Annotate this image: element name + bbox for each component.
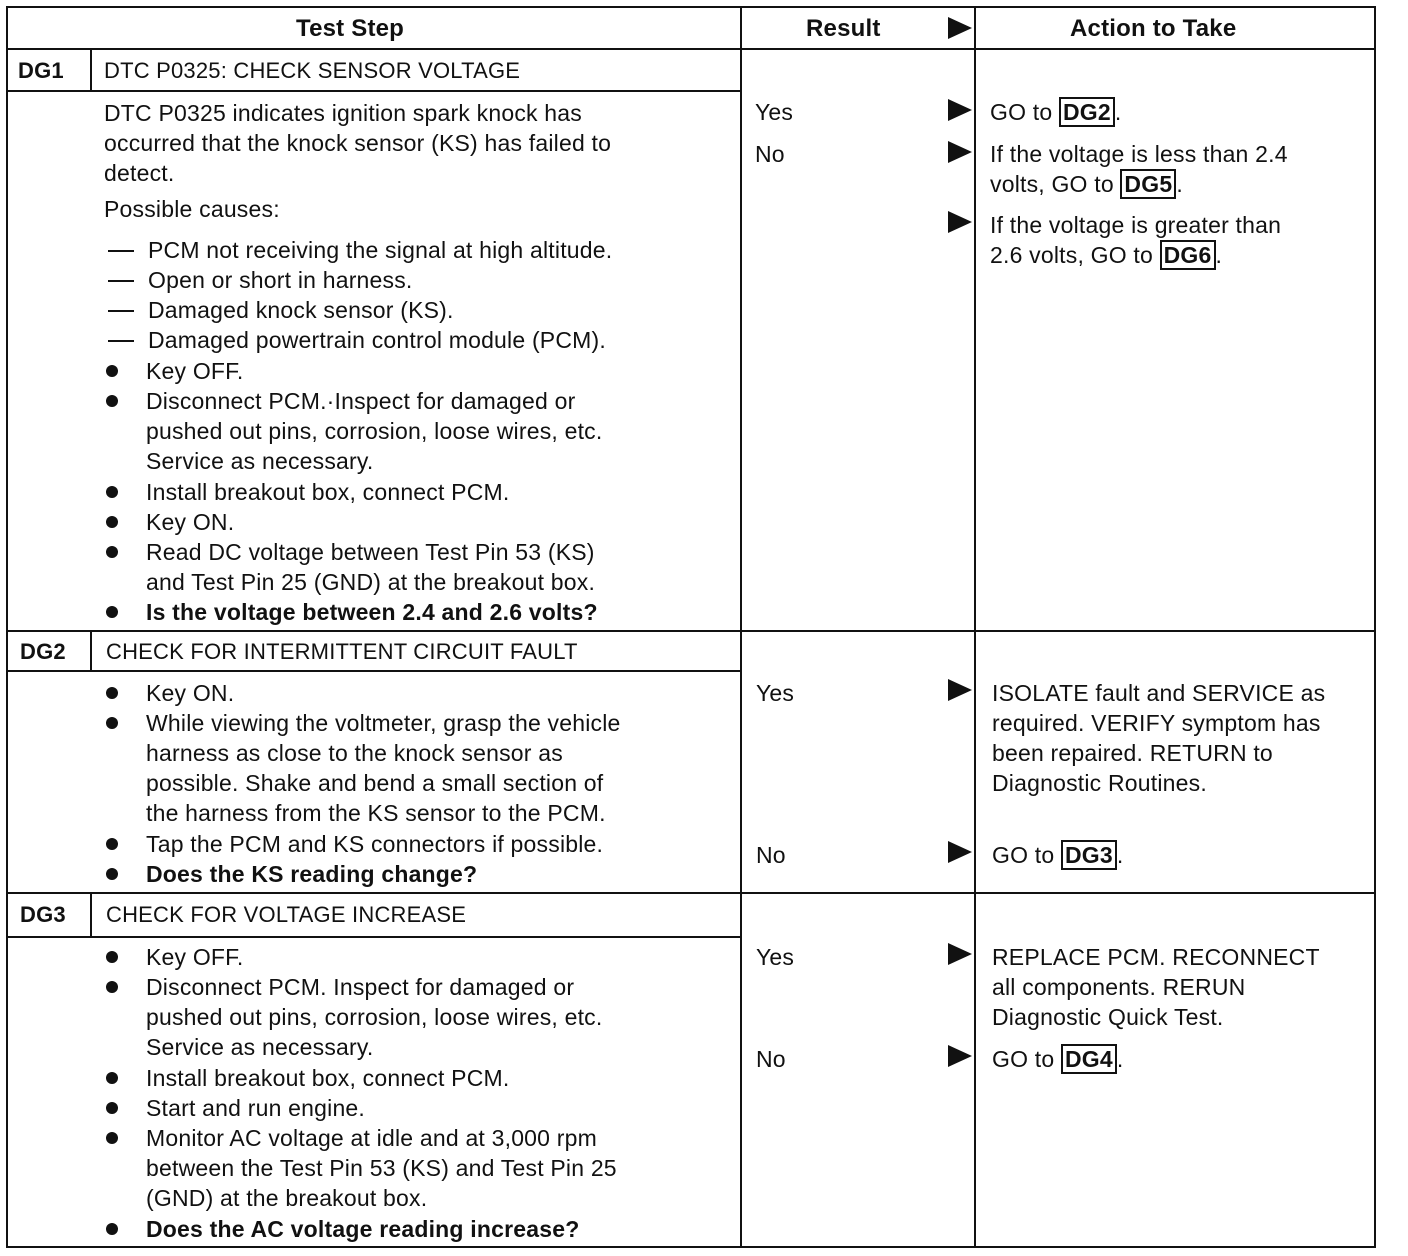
dg1-step-5-line-2: and Test Pin 25 (GND) at the breakout box. <box>146 569 596 595</box>
dg1-intro-line-1: DTC P0325 indicates ignition spark knock has <box>104 100 582 126</box>
dg1-step-2-line-1: Disconnect PCM.·Inspect for damaged or <box>146 388 576 414</box>
dg1-id-divider <box>90 50 92 90</box>
dg6-reference-link[interactable]: DG6 <box>1160 240 1216 270</box>
dg1-intro-line-3: detect. <box>104 160 175 186</box>
dg2-step-2-line-2: harness as close to the knock sensor as <box>146 740 563 766</box>
dg2-step-2-line-1: While viewing the voltmeter, grasp the vehicle <box>146 710 621 736</box>
dg1-step-2-line-3: Service as necessary. <box>146 448 374 474</box>
dg1-intro-line-2: occurred that the knock sensor (KS) has failed to <box>104 130 612 156</box>
dg4-reference-link[interactable]: DG4 <box>1061 1044 1117 1074</box>
dg1-action-no1-line-1: If the voltage is less than 2.4 <box>990 141 1288 167</box>
header-action: Action to Take <box>1070 15 1237 42</box>
bullet-icon <box>106 717 118 729</box>
dg3-id-divider <box>90 894 92 936</box>
dg3-action-yes-line-3: Diagnostic Quick Test. <box>992 1004 1224 1030</box>
bullet-icon <box>106 395 118 407</box>
dg2-step-1: Key ON. <box>146 680 235 706</box>
dg2-action-yes-line-3: been repaired. RETURN to <box>992 740 1273 766</box>
dg2-title: CHECK FOR INTERMITTENT CIRCUIT FAULT <box>106 639 578 664</box>
dg2-result-yes: Yes <box>756 680 795 706</box>
dg1-action-no1-line-2: volts, GO to DG5 . <box>990 171 1183 197</box>
dg2-question: Does the KS reading change? <box>146 861 478 887</box>
row-divider-dg2 <box>6 630 1376 632</box>
bullet-icon <box>106 981 118 993</box>
dg1-id: DG1 <box>18 58 64 83</box>
dg1-cause-1: PCM not receiving the signal at high altitude. <box>148 237 613 263</box>
dg3-result-yes: Yes <box>756 944 795 970</box>
dg1-cause-3: Damaged knock sensor (KS). <box>148 297 454 323</box>
bullet-icon <box>106 838 118 850</box>
bullet-icon <box>106 365 118 377</box>
dash-icon <box>108 310 134 312</box>
dash-icon <box>108 280 134 282</box>
bullet-icon <box>106 868 118 880</box>
dg2-title-divider <box>6 670 740 672</box>
header-arrow-icon <box>948 17 972 39</box>
bullet-icon <box>106 486 118 498</box>
bullet-icon <box>106 687 118 699</box>
arrow-icon <box>948 841 972 863</box>
dg1-title: DTC P0325: CHECK SENSOR VOLTAGE <box>104 58 521 83</box>
dg1-step-1: Key OFF. <box>146 358 244 384</box>
dg2-step-2-line-3: possible. Shake and bend a small section of <box>146 770 604 796</box>
dg3-title: CHECK FOR VOLTAGE INCREASE <box>106 902 467 927</box>
dg1-action-yes: GO to DG2 . <box>990 99 1122 125</box>
dg2-id: DG2 <box>20 639 66 664</box>
dg1-step-3: Install breakout box, connect PCM. <box>146 479 510 505</box>
arrow-icon <box>948 211 972 233</box>
dg3-title-divider <box>6 936 740 938</box>
dg3-step-5-line-3: (GND) at the breakout box. <box>146 1185 428 1211</box>
dg1-step-5-line-1: Read DC voltage between Test Pin 53 (KS) <box>146 539 595 565</box>
bullet-icon <box>106 1132 118 1144</box>
dg3-action-yes-line-2: all components. RERUN <box>992 974 1246 1000</box>
dg1-result-yes: Yes <box>755 99 794 125</box>
bullet-icon <box>106 606 118 618</box>
column-divider-action <box>974 6 976 1248</box>
dg2-step-2-line-4: the harness from the KS sensor to the PCM. <box>146 800 606 826</box>
dg1-title-divider <box>6 90 740 92</box>
dg3-action-yes-line-1: REPLACE PCM. RECONNECT <box>992 944 1320 970</box>
bullet-icon <box>106 516 118 528</box>
dg3-step-1: Key OFF. <box>146 944 244 970</box>
dash-icon <box>108 250 134 252</box>
dg1-cause-2: Open or short in harness. <box>148 267 413 293</box>
dg2-id-divider <box>90 632 92 670</box>
arrow-icon <box>948 99 972 121</box>
dg5-reference-link[interactable]: DG5 <box>1120 169 1176 199</box>
dg1-action-no2-line-2: 2.6 volts, GO to DG6 . <box>990 242 1223 268</box>
header-result: Result <box>806 15 881 42</box>
bullet-icon <box>106 546 118 558</box>
arrow-icon <box>948 679 972 701</box>
dg3-step-2-line-1: Disconnect PCM. Inspect for damaged or <box>146 974 575 1000</box>
dg2-reference-link[interactable]: DG2 <box>1059 97 1115 127</box>
dg1-question: Is the voltage between 2.4 and 2.6 volts? <box>146 599 598 625</box>
dg3-step-5-line-1: Monitor AC voltage at idle and at 3,000 rpm <box>146 1125 597 1151</box>
dg3-question: Does the AC voltage reading increase? <box>146 1216 580 1242</box>
header-test-step: Test Step <box>296 15 405 42</box>
dg2-action-yes-line-2: required. VERIFY symptom has <box>992 710 1321 736</box>
dg1-result-no: No <box>755 141 785 167</box>
dg3-result-no: No <box>756 1046 786 1072</box>
arrow-icon <box>948 141 972 163</box>
dg3-step-2-line-2: pushed out pins, corrosion, loose wires, etc. <box>146 1004 603 1030</box>
bullet-icon <box>106 1102 118 1114</box>
dg2-result-no: No <box>756 842 786 868</box>
dg3-step-4: Start and run engine. <box>146 1095 366 1121</box>
dg2-action-yes-line-4: Diagnostic Routines. <box>992 770 1207 796</box>
dg3-action-no: GO to DG4 . <box>992 1046 1124 1072</box>
dg1-step-2-line-2: pushed out pins, corrosion, loose wires, etc. <box>146 418 603 444</box>
dash-icon <box>108 340 134 342</box>
dg3-step-5-line-2: between the Test Pin 53 (KS) and Test Pin 25 <box>146 1155 617 1181</box>
dg1-possible-causes: Possible causes: <box>104 196 280 222</box>
dg3-step-2-line-3: Service as necessary. <box>146 1034 374 1060</box>
dg2-step-3: Tap the PCM and KS connectors if possible. <box>146 831 604 857</box>
dg2-action-yes-line-1: ISOLATE fault and SERVICE as <box>992 680 1326 706</box>
bullet-icon <box>106 1072 118 1084</box>
row-divider-dg3 <box>6 892 1376 894</box>
dg1-step-4: Key ON. <box>146 509 235 535</box>
dg2-action-no: GO to DG3 . <box>992 842 1124 868</box>
arrow-icon <box>948 1045 972 1067</box>
column-divider-result <box>740 6 742 1248</box>
bullet-icon <box>106 951 118 963</box>
dg1-cause-4: Damaged powertrain control module (PCM). <box>148 327 606 353</box>
arrow-icon <box>948 943 972 965</box>
dg3-id: DG3 <box>20 902 66 927</box>
bullet-icon <box>106 1223 118 1235</box>
dg1-action-no2-line-1: If the voltage is greater than <box>990 212 1282 238</box>
dg3-reference-link[interactable]: DG3 <box>1061 840 1117 870</box>
dg3-step-3: Install breakout box, connect PCM. <box>146 1065 510 1091</box>
header-divider <box>6 48 1376 50</box>
